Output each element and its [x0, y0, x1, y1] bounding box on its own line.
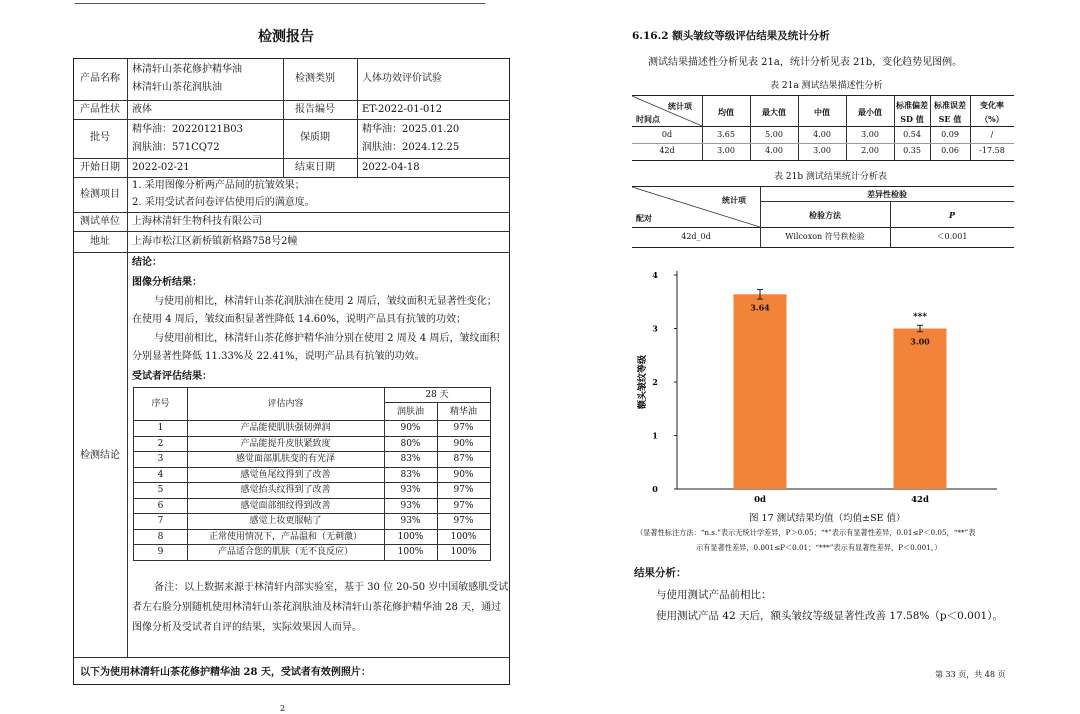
- eval-cell-no: 3: [157, 454, 164, 464]
- table-a-caption: 表 21a 测试结果描述性分析: [770, 81, 883, 91]
- table-a-cell: 0.09: [941, 130, 959, 139]
- y-axis-label: 额头皱纹等级: [638, 354, 648, 410]
- y-tick-label: 4: [652, 270, 658, 280]
- shelf-1: 精华油：2025.01.20: [362, 124, 460, 135]
- eval-cell-essence: 87%: [453, 454, 474, 464]
- address: 上海市松江区新桥镇新格路758号2幢: [132, 236, 298, 247]
- eval-cell-content: 产品适合您的肌肤（无不良反应）: [217, 547, 353, 557]
- eval-cell-essence: 90%: [453, 469, 474, 480]
- eval-cell-oil: 93%: [400, 500, 421, 511]
- eval-cell-oil: 83%: [400, 469, 421, 480]
- eval-cell-content: 产品能使肌肤强韧弹润: [240, 423, 331, 433]
- table-a-cell: /: [990, 130, 994, 139]
- unit: 上海林清轩生物科技有限公司: [132, 216, 262, 227]
- figure-caption: 图 17 测试结果均值（均值±SE 值）: [749, 513, 906, 524]
- y-tick-label: 0: [652, 484, 658, 494]
- result-line1: 与使用测试产品前相比：: [656, 589, 772, 601]
- significance-note-line1: （显著性标注方法：“n.s.”表示无统计学差异，P＞0.05；“*”表示有显著性差异，0.01≤P＜0.05，“**”表: [636, 528, 976, 537]
- table-a-cell: 0.54: [903, 130, 921, 139]
- significance-note-line2: 示有显著性差异，0.001≤P＜0.01；“***”表示有显著性差异，P＜0.001。）: [696, 543, 942, 552]
- top-rule: [75, 3, 485, 4]
- right-page-footer: 第 33 页，共 48 页: [935, 670, 1006, 679]
- shelf-label: 保质期: [300, 132, 330, 143]
- y-tick-label: 1: [652, 430, 658, 441]
- x-tick-label: 42d: [911, 495, 929, 505]
- y-tick-label: 3: [652, 323, 658, 334]
- conclusion-p2-line1: 与使用前相比，林清轩山茶花修护精华油分别在使用 2 周及 4 周后，皱纹面积: [154, 333, 500, 344]
- table-a-corner-bottom: 时间点: [636, 114, 660, 124]
- bar-0d: [734, 294, 787, 489]
- conclusion-p2-line2: 分别显著性降低 11.33%及 22.41%，说明产品具有抗皱的功效。: [132, 351, 425, 362]
- th-sd: 标准偏差: [896, 100, 928, 110]
- table-a-cell: 0.06: [941, 146, 959, 155]
- table-b-group-header: 差异性检验: [867, 189, 907, 199]
- intro-text: 测试结果描述性分析见表 21a，统计分析见表 21b，变化趋势见图例。: [648, 57, 963, 68]
- eval-cell-essence: 97%: [453, 516, 474, 526]
- eval-cell-no: 1: [157, 423, 164, 433]
- nature-label: 产品性状: [80, 104, 120, 115]
- x-tick-label: 0d: [754, 495, 766, 505]
- significance-annotation: ***: [912, 312, 928, 323]
- eval-cell-no: 9: [157, 547, 164, 557]
- batch-2: 润肤油：571CQ72: [132, 142, 220, 153]
- result-line2: 使用测试产品 42 天后，额头皱纹等级显著性改善 17.58%（p＜0.001）。: [656, 610, 1003, 622]
- eval-cell-content: 感觉抬头纹得到了改善: [240, 485, 331, 495]
- report-title: 检测报告: [258, 29, 314, 45]
- end-date: 2022-04-18: [362, 162, 420, 173]
- eval-cell-no: 6: [157, 500, 164, 511]
- eval-cell-oil: 93%: [400, 485, 421, 495]
- conclusion-p1-line1: 与使用前相比，林清轩山茶花润肤油在使用 2 周后，皱纹面积无显著性变化；: [154, 296, 497, 307]
- eval-cell-content: 正常使用情况下，产品温和（无刺激）: [208, 531, 362, 542]
- left-page-number: 2: [280, 704, 286, 713]
- eval-cell-no: 5: [157, 485, 164, 495]
- th-se-sub: SE 值: [938, 114, 962, 124]
- subject-eval-heading: 受试者评估结果：: [132, 371, 212, 382]
- address-label: 地址: [90, 236, 110, 247]
- table-b-caption: 表 21b 测试结果统计分析表: [774, 172, 887, 182]
- item-1: 1. 采用图像分析两产品间的抗皱效果；: [132, 180, 305, 191]
- note-line2: 者左右脸分别随机使用林清轩山茶花润肤油及林清轩山茶花修护精华油 28 天，通过: [132, 602, 502, 613]
- eval-cell-oil: 90%: [400, 423, 421, 433]
- table-a-cell: 3.00: [813, 146, 831, 155]
- table-a-cell: 3.00: [717, 146, 735, 155]
- table-a-cell: 4.00: [813, 130, 831, 139]
- table-a-cell: 4.00: [765, 146, 783, 155]
- statistics-table: [632, 186, 1014, 248]
- table-b-corner-bottom: 配对: [636, 213, 652, 223]
- th-mean: 均值: [718, 107, 734, 117]
- table-b-row-method: Wilcoxon 符号秩检验: [785, 232, 865, 241]
- report-no: ET-2022-01-012: [362, 104, 443, 115]
- bar-chart: [630, 262, 1030, 512]
- unit-label: 测试单位: [80, 216, 120, 227]
- product-name-2: 林清轩山茶花润肤油: [132, 82, 222, 93]
- table-a-row-label: 42d: [659, 146, 675, 155]
- table-a-corner-top: 统计项: [668, 101, 692, 111]
- th-sd-sub: SD 值: [900, 114, 924, 124]
- th-min: 最小值: [858, 107, 882, 117]
- eval-cell-essence: 97%: [453, 423, 474, 433]
- result-heading: 结果分析：: [634, 567, 687, 579]
- eval-cell-essence: 97%: [453, 500, 474, 511]
- eval-cell-content: 产品能提升皮肤紧致度: [240, 438, 331, 449]
- table-a-cell: 2.00: [861, 146, 879, 155]
- product-name-label: 产品名称: [80, 73, 120, 84]
- eval-header-no: 序号: [151, 399, 170, 409]
- table-a-cell: 3.00: [861, 130, 879, 139]
- evaluation-table: [133, 387, 491, 561]
- y-tick-label: 2: [652, 377, 658, 387]
- eval-cell-content: 感觉面部细纹得到改善: [240, 500, 331, 511]
- image-analysis-heading: 图像分析结果：: [132, 277, 202, 288]
- data-label: 3.00: [910, 336, 930, 347]
- table-a-cell: 3.65: [717, 130, 735, 139]
- eval-header-oil: 润肤油: [396, 407, 424, 417]
- eval-cell-no: 8: [157, 531, 164, 542]
- eval-cell-no: 7: [157, 516, 164, 526]
- eval-header-essence: 精华油: [449, 407, 477, 417]
- bar-42d: [894, 329, 947, 490]
- eval-cell-oil: 80%: [400, 438, 421, 449]
- eval-cell-oil: 100%: [397, 531, 424, 542]
- product-name-1: 林清轩山茶花修护精华油: [132, 64, 242, 75]
- test-category: 人体功效评价试验: [362, 73, 442, 84]
- report-no-label: 报告编号: [295, 104, 335, 115]
- item-2: 2. 采用受试者问卷评估使用后的满意度。: [132, 197, 315, 208]
- eval-cell-essence: 100%: [450, 547, 477, 557]
- data-label: 3.64: [750, 302, 770, 313]
- report-table: [73, 58, 510, 685]
- photo-footer: 以下为使用林清轩山茶花修护精华油 28 天，受试者有效例照片：: [80, 667, 371, 678]
- table-b-p-header: P: [948, 210, 955, 220]
- eval-cell-essence: 90%: [453, 438, 474, 449]
- table-a-cell: -17.58: [979, 146, 1005, 155]
- note-line1: 备注：以上数据来源于林清轩内部实验室，基于 30 位 20-50 岁中国敏感肌受试: [154, 582, 509, 593]
- note-line3: 图像分析及受试者自评的结果，实际效果因人而异。: [132, 622, 362, 633]
- eval-cell-oil: 93%: [400, 516, 421, 526]
- eval-cell-essence: 97%: [453, 485, 474, 495]
- eval-cell-oil: 83%: [400, 454, 421, 464]
- nature: 液体: [132, 104, 152, 115]
- th-change-sub: （%）: [980, 114, 1004, 124]
- eval-cell-essence: 100%: [450, 531, 477, 542]
- table-b-row-label: 42d_0d: [681, 232, 711, 241]
- eval-cell-content: 感觉面部肌肤变的有光泽: [235, 454, 335, 464]
- table-b-corner-top: 统计项: [722, 195, 746, 205]
- items-label: 检测项目: [80, 189, 120, 200]
- th-se: 标准误差: [934, 100, 966, 110]
- table-a-cell: 5.00: [765, 130, 783, 139]
- end-label: 结束日期: [295, 162, 335, 173]
- eval-cell-no: 2: [157, 438, 164, 449]
- shelf-2: 润肤油：2024.12.25: [362, 142, 460, 153]
- th-change: 变化率: [980, 100, 1004, 110]
- table-b-method-header: 检验方法: [809, 210, 841, 220]
- conclusion-p1-line2: 在使用 4 周后，皱纹面积显著性降低 14.60%，说明产品具有抗皱的功效；: [132, 314, 467, 325]
- start-label: 开始日期: [80, 162, 120, 173]
- table-a-row-label: 0d: [661, 130, 673, 139]
- conclusion-label: 检测结论: [80, 450, 120, 461]
- section-title: 6.16.2 额头皱纹等级评估结果及统计分析: [632, 30, 830, 42]
- th-median: 中值: [814, 107, 830, 117]
- conclusion-heading: 结论：: [132, 257, 162, 268]
- table-a-cell: 0.35: [903, 146, 921, 155]
- batch-1: 精华油：20220121B03: [132, 124, 243, 135]
- start-date: 2022-02-21: [132, 162, 190, 173]
- eval-cell-oil: 100%: [397, 547, 424, 557]
- eval-header-days: 28 天: [425, 390, 449, 400]
- table-b-row-p: ＜0.001: [936, 232, 968, 241]
- eval-cell-content: 感觉上妆更服帖了: [249, 516, 322, 526]
- eval-header-content: 评估内容: [267, 399, 304, 409]
- batch-label: 批号: [90, 132, 110, 143]
- eval-cell-no: 4: [157, 469, 164, 480]
- th-max: 最大值: [762, 107, 786, 117]
- eval-cell-content: 感觉鱼尾纹得到了改善: [240, 469, 331, 480]
- descriptive-table: [632, 95, 1014, 161]
- test-category-label: 检测类别: [295, 73, 335, 84]
